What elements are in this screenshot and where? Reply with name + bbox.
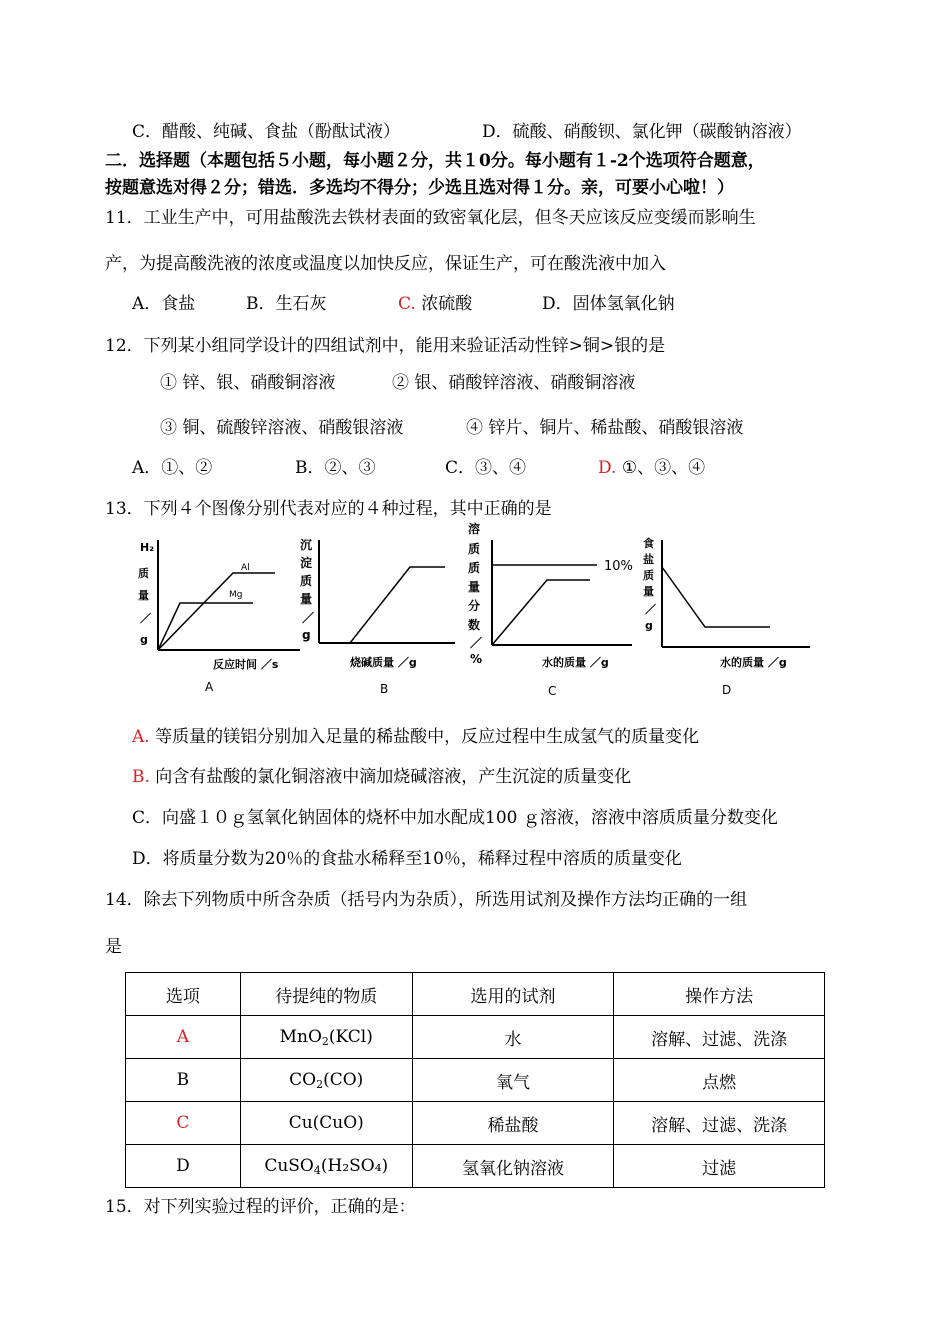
table-cell-reagent: 氢氧化钠溶液 bbox=[412, 1145, 614, 1188]
substance-subscript: 2 bbox=[316, 1077, 324, 1091]
q15-stem: 15．对下列实验过程的评价，正确的是： bbox=[105, 1197, 416, 1217]
fig-c-ylabel-7: % bbox=[470, 652, 483, 666]
table-cell-method: 溶解、过滤、洗涤 bbox=[614, 1102, 825, 1145]
table-cell-reagent: 氧气 bbox=[412, 1059, 614, 1102]
table-cell-method: 溶解、过滤、洗涤 bbox=[614, 1016, 825, 1059]
fig-c-ylabel-5: 数 bbox=[468, 618, 481, 632]
fig-c-caption: C bbox=[548, 684, 557, 698]
table-cell-reagent: 水 bbox=[412, 1016, 614, 1059]
fig-a-caption: A bbox=[205, 680, 214, 694]
fig-c-ylabel-6: ／ bbox=[470, 636, 483, 650]
fig-d-ylabel-2: 质 bbox=[643, 569, 654, 582]
figure-b bbox=[295, 535, 465, 705]
q12-option-a: A．①、② bbox=[132, 458, 213, 478]
q11-stem-line2: 产，为提高酸洗液的浓度或温度以加快反应，保证生产，可在酸洗液中加入 bbox=[105, 254, 666, 274]
table-row bbox=[126, 1059, 825, 1102]
fig-d-salt-line bbox=[662, 567, 770, 627]
substance-formula: Cu(CuO) bbox=[288, 1112, 364, 1133]
table-header: 操作方法 bbox=[614, 973, 825, 1016]
table-header: 选用的试剂 bbox=[412, 973, 614, 1016]
q12-option-d bbox=[598, 457, 705, 479]
q13-option-a-text: 等质量的镁铝分别加入足量的稀盐酸中，反应过程中生成氢气的质量变化 bbox=[149, 727, 700, 747]
fig-a-ylabel-4: g bbox=[140, 633, 148, 646]
q13-stem: 13．下列４个图像分别代表对应的４种过程，其中正确的是 bbox=[105, 499, 552, 519]
table-cell-option: A bbox=[126, 1016, 241, 1059]
q12-group-3: ③ 铜、硫酸锌溶液、硝酸银溶液 bbox=[160, 418, 404, 438]
table-cell-option: B bbox=[126, 1059, 241, 1102]
table-cell-substance bbox=[240, 1145, 412, 1188]
q11-option-a: A．食盐 bbox=[132, 294, 196, 314]
q10-option-c: C．醋酸、纯碱、食盐（酚酞试液） bbox=[132, 122, 401, 142]
q12-group-2: ② 银、硝酸锌溶液、硝酸铜溶液 bbox=[392, 373, 636, 393]
table-row bbox=[126, 1145, 825, 1188]
table-cell-option: D bbox=[126, 1145, 241, 1188]
table-cell-substance bbox=[240, 1102, 412, 1145]
section2-heading-line2: 按题意选对得２分；错选．多选均不得分；少选且选对得１分。亲，可要小心啦！） bbox=[105, 178, 734, 198]
fig-a-ylabel-1: 质 bbox=[138, 567, 149, 580]
fig-a-mg-label: Mg bbox=[229, 590, 243, 600]
table-header-row bbox=[126, 973, 825, 1016]
substance-impurity: (CO) bbox=[323, 1069, 364, 1090]
q11-option-d: D．固体氢氧化钠 bbox=[542, 294, 675, 314]
substance-impurity: (H₂SO₄) bbox=[320, 1155, 389, 1176]
q13-option-a bbox=[132, 726, 699, 748]
fig-b-ylabel-4: ／ bbox=[302, 611, 315, 625]
substance-subscript: 4 bbox=[313, 1163, 321, 1177]
q11-option-b: B．生石灰 bbox=[246, 294, 327, 314]
q12-option-d-letter: D. bbox=[598, 458, 617, 478]
table-cell-method: 点燃 bbox=[614, 1059, 825, 1102]
fig-d-ylabel-5: g bbox=[645, 619, 653, 632]
fig-b-caption: B bbox=[380, 682, 389, 696]
table-row bbox=[126, 1102, 825, 1145]
fig-c-xlabel: 水的质量 ／g bbox=[542, 656, 609, 669]
fig-d-ylabel-0: 食 bbox=[643, 537, 654, 550]
table-cell-reagent: 稀盐酸 bbox=[412, 1102, 614, 1145]
table-cell-method: 过滤 bbox=[614, 1145, 825, 1188]
fig-d-caption: D bbox=[722, 683, 732, 697]
table-header: 待提纯的物质 bbox=[240, 973, 412, 1016]
figure-a bbox=[135, 535, 305, 705]
fig-d-ylabel-4: ／ bbox=[645, 603, 656, 616]
table-header: 选项 bbox=[126, 973, 241, 1016]
q10-option-d: D．硫酸、硝酸钡、氯化钾（碳酸钠溶液） bbox=[482, 122, 802, 142]
q12-option-c: C．③、④ bbox=[445, 458, 527, 478]
fig-b-ylabel-2: 质 bbox=[300, 574, 313, 588]
substance-formula: CO bbox=[289, 1069, 317, 1090]
fig-d-xlabel: 水的质量 ／g bbox=[720, 656, 787, 669]
q13-option-b-letter: B. bbox=[132, 767, 150, 787]
q13-option-a-letter: A. bbox=[132, 727, 150, 747]
q12-option-d-text: ①、③、④ bbox=[616, 458, 706, 478]
fig-a-xlabel: 反应时间 ／s bbox=[213, 658, 279, 671]
fig-b-xlabel: 烧碱质量 ／g bbox=[350, 656, 417, 669]
q11-option-c-text: 浓硫酸 bbox=[415, 294, 473, 314]
table-cell-substance bbox=[240, 1059, 412, 1102]
fig-a-ylabel-3: ／ bbox=[140, 612, 151, 625]
substance-impurity: (KCl) bbox=[328, 1026, 373, 1047]
fig-c-ylabel-2: 质 bbox=[468, 561, 481, 575]
q14-stem-line1: 14．除去下列物质中所含杂质（括号内为杂质），所选用试剂及操作方法均正确的一组 bbox=[105, 890, 748, 910]
q14-stem-line2: 是 bbox=[105, 937, 122, 957]
q12-stem: 12．下列某小组同学设计的四组试剂中，能用来验证活动性锌>铜>银的是 bbox=[105, 336, 666, 356]
fig-c-concentration-line bbox=[492, 580, 590, 645]
fig-c-ylabel-0: 溶 bbox=[468, 522, 481, 536]
fig-a-ylabel-2: 量 bbox=[138, 589, 149, 602]
fig-b-ylabel-5: g bbox=[302, 628, 311, 642]
q13-option-b bbox=[132, 766, 631, 788]
q13-option-d: D．将质量分数为20％的食盐水稀释至10％，稀释过程中溶质的质量变化 bbox=[132, 849, 682, 869]
fig-c-ylabel-1: 质 bbox=[468, 542, 481, 556]
q12-group-4: ④ 锌片、铜片、稀盐酸、硝酸银溶液 bbox=[466, 418, 744, 438]
q14-table bbox=[125, 972, 825, 1188]
table-cell-substance bbox=[240, 1016, 412, 1059]
fig-b-ylabel-3: 量 bbox=[300, 592, 313, 606]
figure-c bbox=[462, 522, 652, 705]
substance-subscript: 2 bbox=[321, 1034, 329, 1048]
table-cell-option: C bbox=[126, 1102, 241, 1145]
table-row bbox=[126, 1016, 825, 1059]
q13-option-b-text: 向含有盐酸的氯化铜溶液中滴加烧碱溶液，产生沉淀的质量变化 bbox=[149, 767, 632, 787]
fig-d-ylabel-3: 量 bbox=[643, 585, 654, 598]
fig-a-mg-line bbox=[158, 603, 253, 650]
figure-d bbox=[640, 535, 815, 705]
substance-formula: CuSO bbox=[264, 1155, 314, 1176]
q11-option-c-letter: C. bbox=[398, 294, 416, 314]
fig-b-ylabel-1: 淀 bbox=[300, 556, 313, 570]
fig-c-ref-label: 10% bbox=[604, 559, 633, 574]
q11-option-c bbox=[398, 293, 472, 315]
fig-b-ylabel-0: 沉 bbox=[300, 538, 313, 552]
substance-formula: MnO bbox=[279, 1026, 322, 1047]
fig-b-precipitate-line bbox=[319, 567, 445, 643]
section2-heading-line1: 二．选择题（本题包括５小题，每小题２分，共１0分。每小题有１-2个选项符合题意， bbox=[105, 151, 765, 171]
fig-d-ylabel-1: 盐 bbox=[643, 553, 654, 566]
q12-option-b: B．②、③ bbox=[295, 458, 376, 478]
q13-option-c: C．向盛１０ｇ氢氧化钠固体的烧杯中加水配成100 ｇ溶液，溶液中溶质质量分数变化 bbox=[132, 808, 778, 828]
fig-a-ylabel-0: H₂ bbox=[140, 541, 155, 554]
fig-a-al-label: Al bbox=[241, 563, 250, 573]
q12-group-1: ① 锌、银、硝酸铜溶液 bbox=[160, 373, 336, 393]
fig-c-ylabel-3: 量 bbox=[468, 580, 481, 594]
q11-stem-line1: 11．工业生产中，可用盐酸洗去铁材表面的致密氧化层，但冬天应该反应变缓而影响生 bbox=[105, 208, 756, 228]
fig-c-ylabel-4: 分 bbox=[468, 599, 481, 613]
